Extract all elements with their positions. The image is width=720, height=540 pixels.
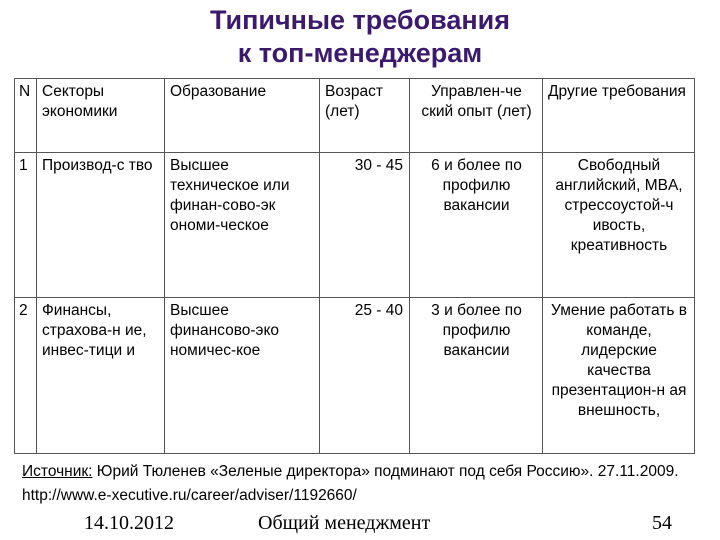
- header-sector: Секторы экономики: [37, 79, 165, 153]
- cell-n: 2: [15, 298, 37, 454]
- cell-education: Высшее техническое или финан-сово-эк ономи-ческое: [165, 153, 320, 298]
- header-age: Возраст (лет): [320, 79, 410, 153]
- footer-date: 14.10.2012: [84, 512, 174, 534]
- cell-experience: 3 и более по профилю вакансии: [410, 298, 543, 454]
- source-note: [22, 460, 702, 508]
- header-experience: Управлен-че ский опыт (лет): [410, 79, 543, 153]
- slide-title: [0, 4, 720, 70]
- cell-sector: Финансы, страхова-н ие, инвес-тици и: [37, 298, 165, 454]
- title-line-2: к топ-менеджерам: [237, 38, 483, 68]
- cell-n: 1: [15, 153, 37, 298]
- cell-education: Высшее финансово-эко номичес-кое: [165, 298, 320, 454]
- header-n: N: [15, 79, 37, 153]
- cell-sector: Производ-с тво: [37, 153, 165, 298]
- table-row: [15, 153, 695, 298]
- header-other: Другие требования: [543, 79, 695, 153]
- cell-age: 25 - 40: [320, 298, 410, 454]
- footer-course: Общий менеджмент: [258, 512, 431, 534]
- cell-experience: 6 и более по профилю вакансии: [410, 153, 543, 298]
- header-education: Образование: [165, 79, 320, 153]
- requirements-table: [14, 78, 695, 454]
- cell-age: 30 - 45: [320, 153, 410, 298]
- source-label: Источник:: [22, 463, 93, 480]
- cell-other: Свободный английский, MBA, стрессоустой-ч ивость, креативность: [543, 153, 695, 298]
- table-row: [15, 298, 695, 454]
- footer-page-number: 54: [652, 512, 672, 534]
- title-line-1: Типичные требования: [210, 5, 510, 35]
- source-text: Юрий Тюленев «Зеленые директора» подминают под себя Россию». 27.11.2009. http://www.e-xecutive.ru/career/adviser/1192660/: [22, 463, 679, 504]
- cell-other: Умение работать в команде, лидерские качества презентацион-н ая внешность,: [543, 298, 695, 454]
- table-header-row: [15, 79, 695, 153]
